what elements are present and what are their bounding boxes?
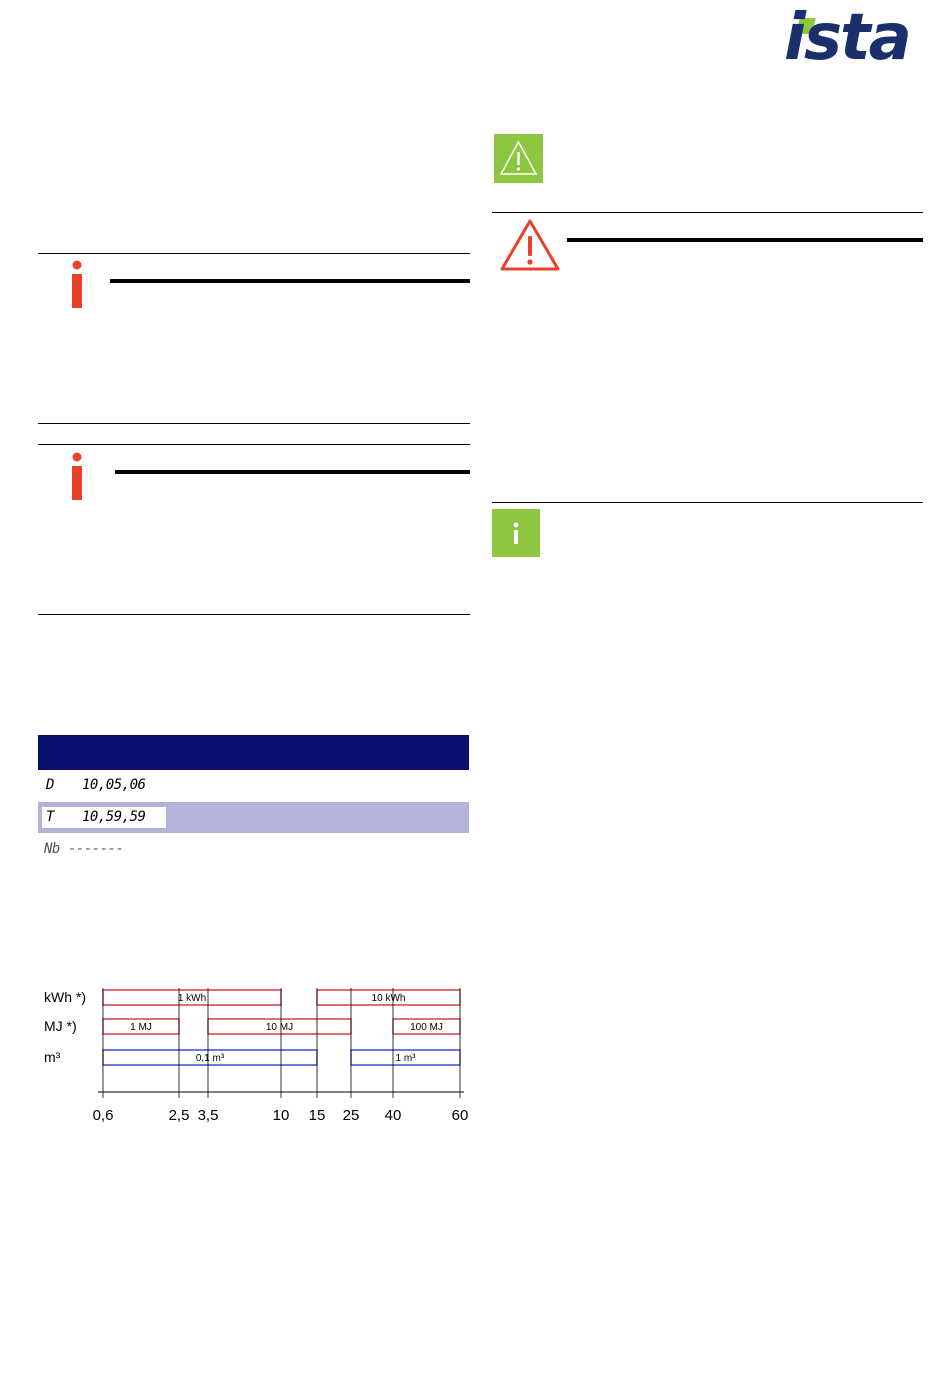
segment-label: 10 kWh [371,993,406,1004]
table-row [38,771,469,801]
divider-line [38,253,470,254]
info-icon [70,260,84,310]
display-symbol: Nb [44,841,60,857]
segment-label: 1 kWh [177,993,207,1004]
warning-header-bar [567,238,923,242]
divider-line [38,614,470,615]
logo-text: ista [784,1,910,75]
info-icon [492,509,540,557]
info-icon [70,452,84,502]
display-table [38,735,469,865]
tick-label: 10 [272,1107,290,1124]
warning-icon [494,134,543,183]
display-symbol: T [46,809,54,825]
tick-label: 40 [384,1107,402,1124]
divider-line [492,502,923,503]
tick-label: 60 [451,1107,469,1124]
table-row [38,835,469,865]
row-label: kWh *) [44,989,86,1005]
segment-label: 10 MJ [265,1022,294,1033]
ista-logo [782,1,932,76]
range-chart [38,980,470,1130]
divider-line [38,444,470,445]
tick-label: 0,6 [92,1107,114,1124]
note-header-bar [110,279,470,283]
divider-line [492,212,923,213]
tick-label: 15 [308,1107,326,1124]
segment-label: 1 m³ [395,1053,416,1064]
tick-label: 3,5 [197,1107,219,1124]
table-row-highlighted [38,802,469,833]
warning-triangle-icon [499,218,561,272]
segment-label: 1 MJ [130,1022,152,1033]
display-value: 10,05,06 [82,777,146,793]
tick-label: 25 [342,1107,360,1124]
row-label: m³ [44,1049,61,1065]
divider-line [38,423,470,424]
display-value: ------- [68,841,124,857]
segment-label: 0,1 m³ [195,1053,225,1064]
segment-label: 100 MJ [410,1022,443,1033]
tick-label: 2,5 [168,1107,190,1124]
note-header-bar [115,470,470,474]
display-value: 10,59,59 [82,809,146,825]
row-label: MJ *) [44,1018,77,1034]
display-symbol: D [46,777,54,793]
table-header [38,735,469,770]
